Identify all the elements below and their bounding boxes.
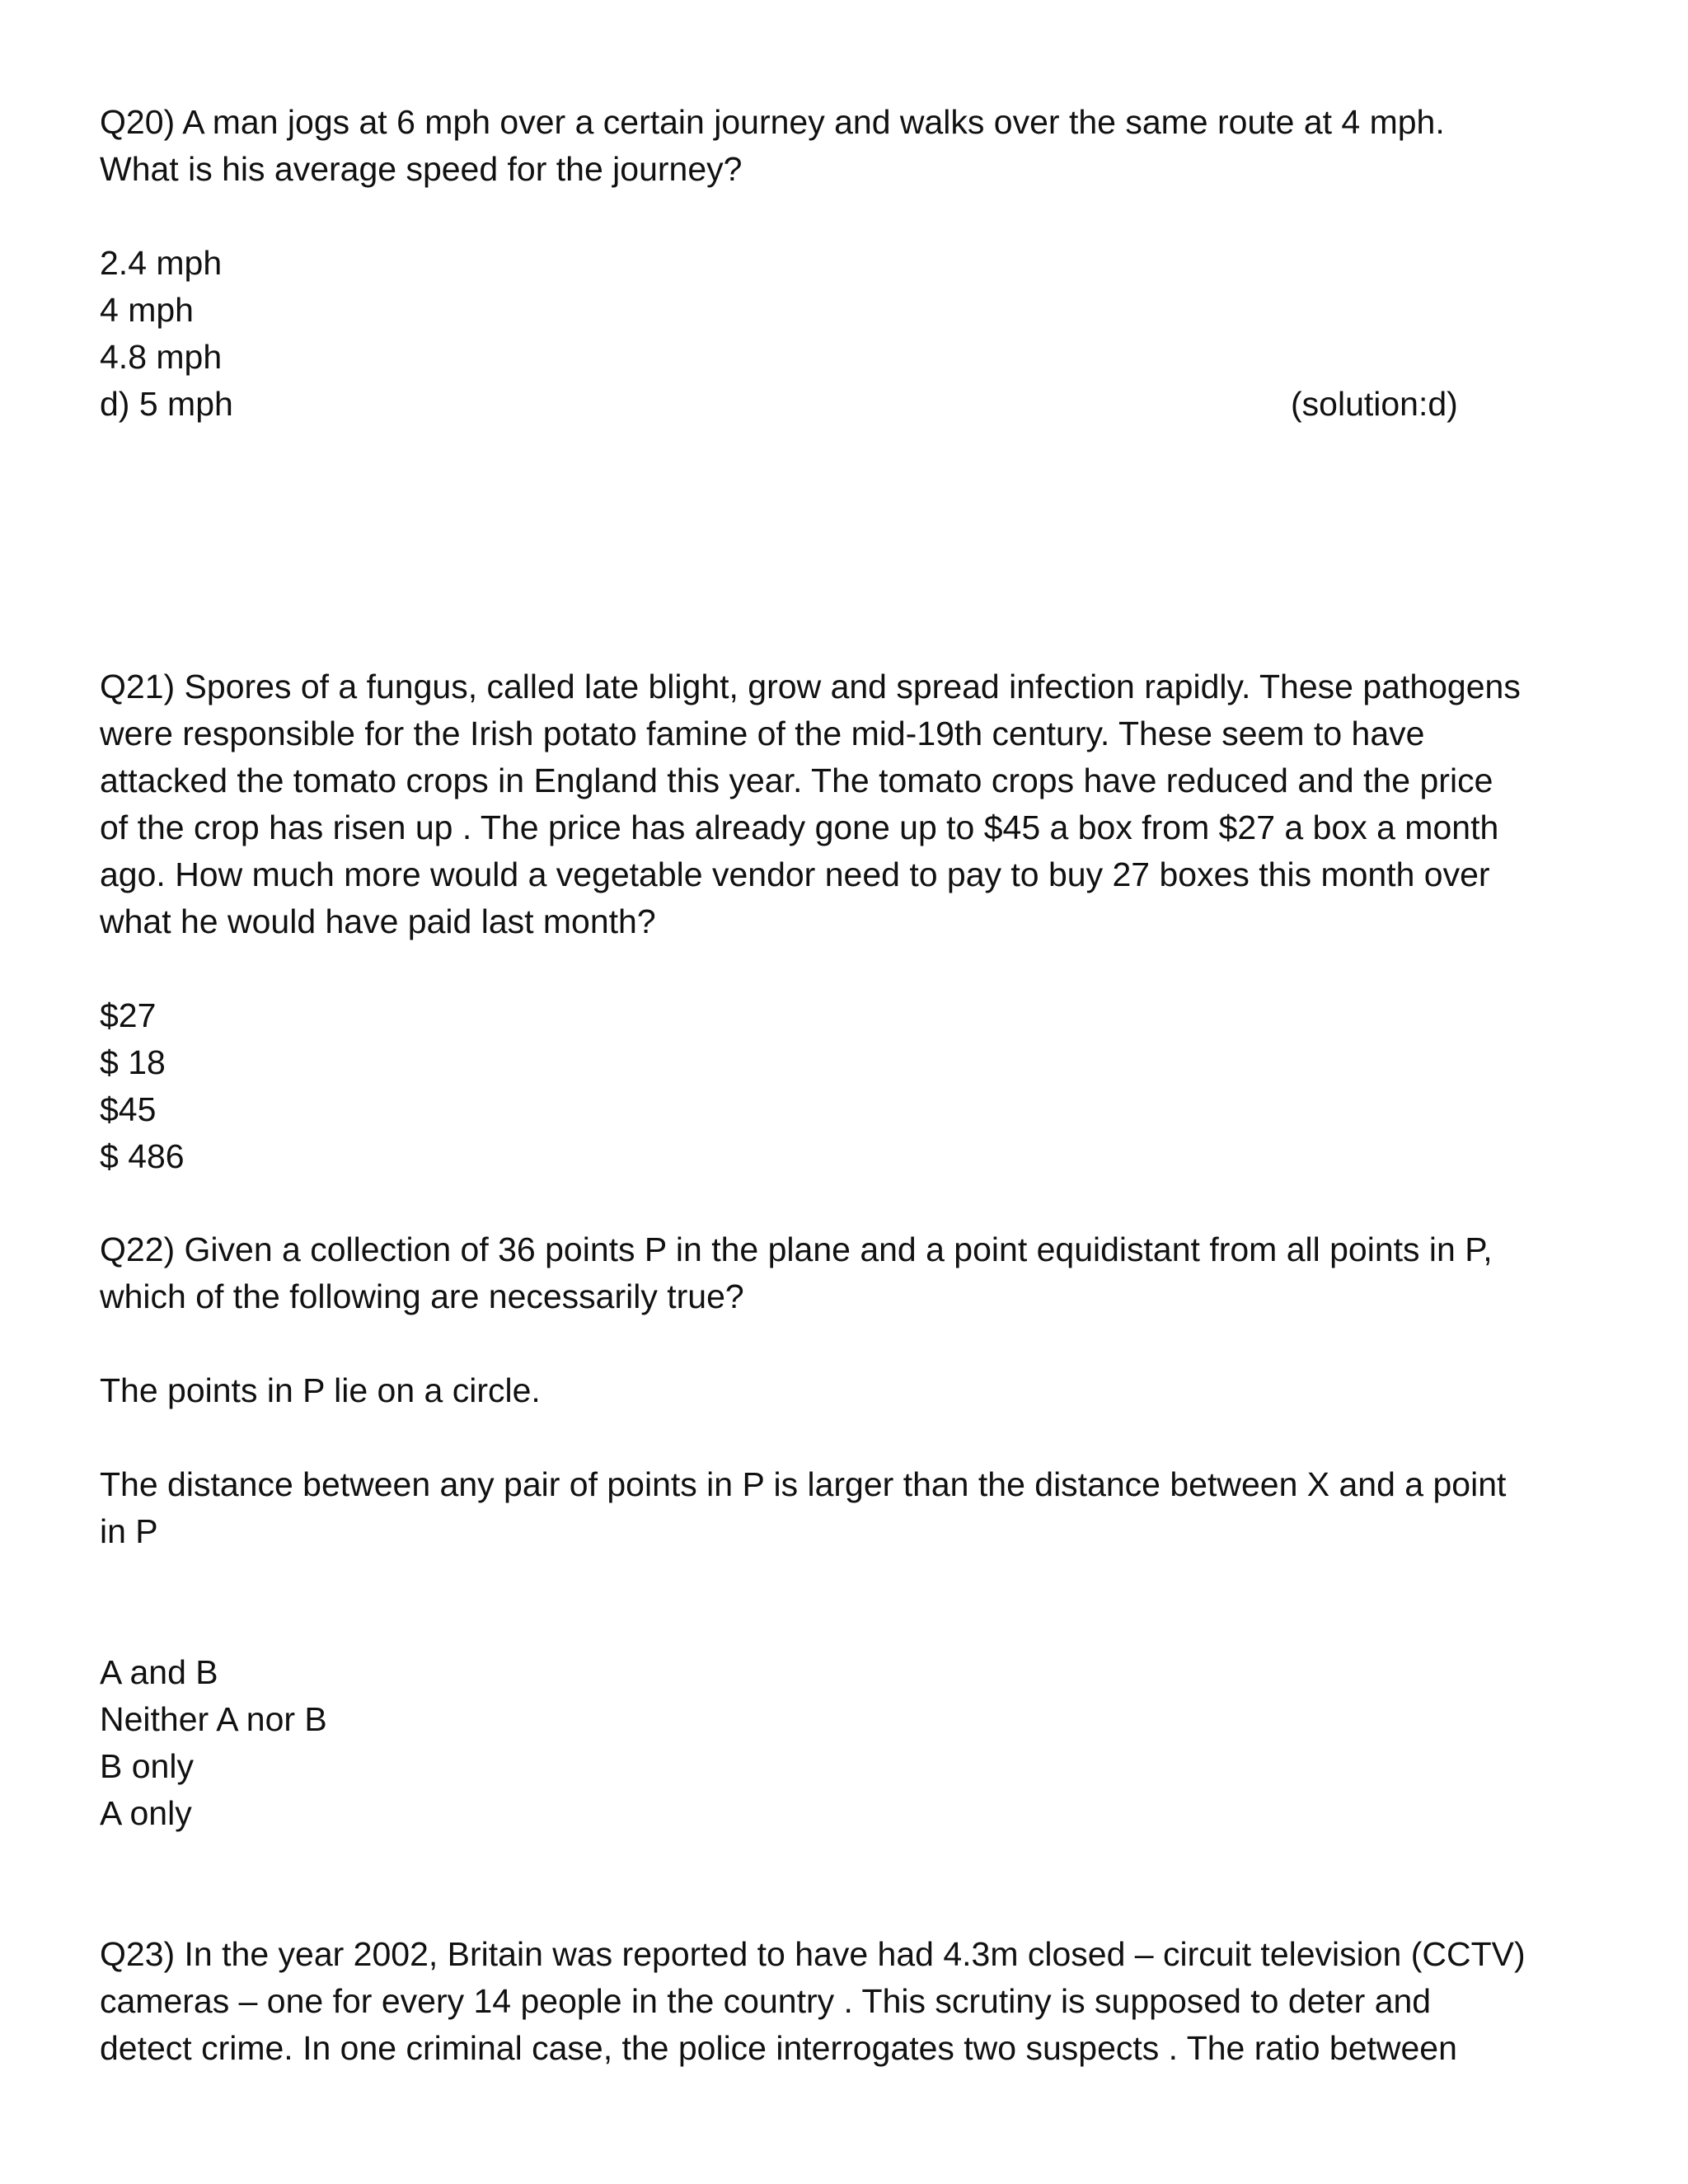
question-text-line: detect crime. In one criminal case, the police interrogates two suspects . The ratio between	[100, 2029, 1457, 2067]
question-text-line: of the crop has risen up . The price has already gone up to $45 a box from $27 a box a month	[100, 808, 1499, 846]
question-text-line: were responsible for the Irish potato famine of the mid-19th century. These seem to have	[100, 715, 1425, 752]
statement-b-line: in P	[100, 1512, 158, 1550]
question-text-line: cameras – one for every 14 people in the country . This scrutiny is supposed to deter and	[100, 1982, 1432, 2020]
question-text-line: Q20) A man jogs at 6 mph over a certain journey and walks over the same route at 4 mph.	[100, 103, 1445, 141]
answer-option: d) 5 mph	[100, 385, 233, 423]
answer-option: $ 486	[100, 1137, 185, 1175]
question-text-line: attacked the tomato crops in England this year. The tomato crops have reduced and the price	[100, 762, 1493, 799]
statement-a: The points in P lie on a circle.	[100, 1371, 541, 1409]
answer-option: $ 18	[100, 1043, 166, 1081]
question-text-line: ago. How much more would a vegetable vendor need to pay to buy 27 boxes this month over	[100, 855, 1490, 893]
question-text-line: Q22) Given a collection of 36 points P in the plane and a point equidistant from all points in P,	[100, 1230, 1493, 1268]
question-text-line: Q21) Spores of a fungus, called late blight, grow and spread infection rapidly. These pathogens	[100, 668, 1521, 705]
answer-option: B only	[100, 1747, 194, 1785]
answer-option: Neither A nor B	[100, 1700, 327, 1738]
question-text-line: what he would have paid last month?	[100, 902, 656, 940]
question-text-line: which of the following are necessarily true?	[100, 1277, 744, 1315]
question-text-line: What is his average speed for the journey?	[100, 150, 743, 188]
answer-option: A and B	[100, 1653, 218, 1691]
answer-option: 4 mph	[100, 291, 194, 329]
question-text-line: Q23) In the year 2002, Britain was reported to have had 4.3m closed – circuit television (CCTV)	[100, 1935, 1526, 1973]
answer-option: 2.4 mph	[100, 244, 223, 282]
answer-option: A only	[100, 1794, 192, 1832]
statement-b-line: The distance between any pair of points in P is larger than the distance between X and a point	[100, 1465, 1507, 1503]
answer-option: $45	[100, 1090, 157, 1128]
answer-option: $27	[100, 996, 157, 1034]
solution-note: (solution:d)	[1291, 385, 1458, 423]
answer-option: 4.8 mph	[100, 338, 223, 376]
